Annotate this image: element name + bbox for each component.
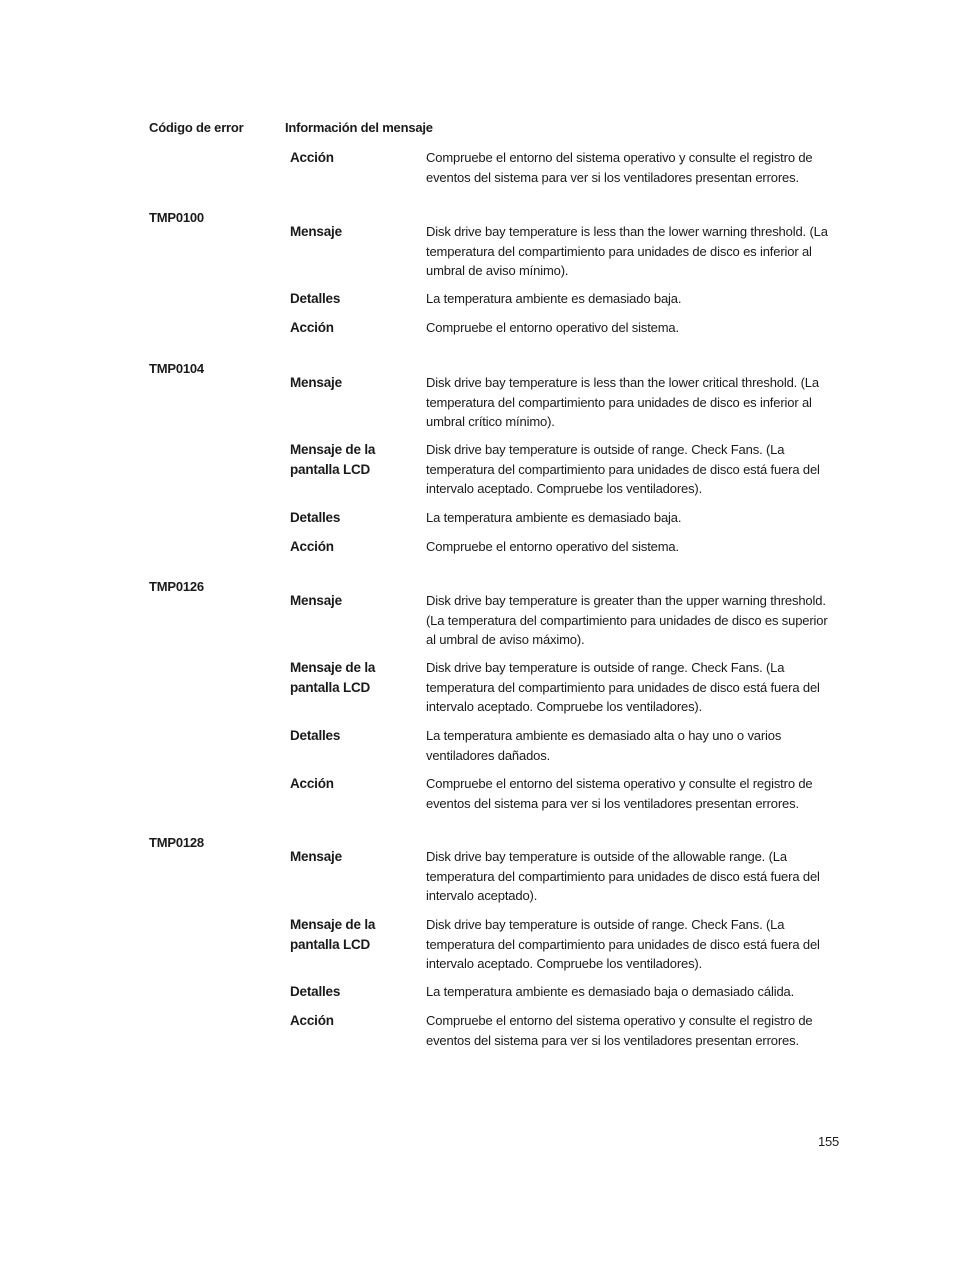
row-label: Mensaje	[290, 593, 342, 608]
row-label: Acción	[290, 150, 334, 165]
row-label: Mensaje de la pantalla LCD	[290, 442, 376, 477]
row-label: Mensaje	[290, 224, 342, 239]
table-header	[149, 120, 849, 140]
row-text: La temperatura ambiente es demasiado baja.	[426, 291, 682, 306]
row-text: Disk drive bay temperature is less than the lower warning threshold. (La temperatura del compartimiento para unidades de disco es inferior al umbral de aviso mínimo).	[426, 224, 828, 278]
row-label: Acción	[290, 776, 334, 791]
row-text: Compruebe el entorno operativo del sistema.	[426, 539, 679, 554]
row-label: Acción	[290, 1013, 334, 1028]
row-text: La temperatura ambiente es demasiado alta o hay uno o varios ventiladores dañados.	[426, 728, 782, 763]
error-code: TMP0104	[149, 361, 204, 376]
column-header-message-info: Información del mensaje	[285, 120, 433, 135]
row-label: Detalles	[290, 291, 341, 306]
row-text: Disk drive bay temperature is outside of range. Check Fans. (La temperatura del compartimiento para unidades de disco está fuera del intervalo aceptado. Compruebe los ventiladores).	[426, 442, 820, 496]
row-text: Disk drive bay temperature is outside of range. Check Fans. (La temperatura del compartimiento para unidades de disco está fuera del intervalo aceptado. Compruebe los ventiladores).	[426, 917, 820, 971]
row-text: Compruebe el entorno del sistema operativo y consulte el registro de eventos del sistema para ver si los ventiladores presentan errores.	[426, 776, 813, 811]
row-text: La temperatura ambiente es demasiado baja.	[426, 510, 682, 525]
row-text: Disk drive bay temperature is outside of range. Check Fans. (La temperatura del compartimiento para unidades de disco está fuera del intervalo aceptado. Compruebe los ventiladores).	[426, 660, 820, 714]
error-code: TMP0128	[149, 835, 204, 850]
row-text: Compruebe el entorno del sistema operativo y consulte el registro de eventos del sistema para ver si los ventiladores presentan errores.	[426, 1013, 813, 1048]
row-label: Acción	[290, 320, 334, 335]
row-text: Compruebe el entorno operativo del sistema.	[426, 320, 679, 335]
row-label: Mensaje	[290, 849, 342, 864]
row-label: Mensaje de la pantalla LCD	[290, 660, 376, 695]
row-text: La temperatura ambiente es demasiado baja o demasiado cálida.	[426, 984, 795, 999]
row-label: Mensaje de la pantalla LCD	[290, 917, 376, 952]
row-label: Detalles	[290, 510, 341, 525]
page-number: 155	[818, 1134, 840, 1149]
row-text: Disk drive bay temperature is greater than the upper warning threshold. (La temperatura del compartimiento para unidades de disco es superior al umbral de aviso máximo).	[426, 593, 828, 647]
row-label: Detalles	[290, 728, 341, 743]
error-code: TMP0126	[149, 579, 204, 594]
row-text: Disk drive bay temperature is outside of the allowable range. (La temperatura del compartimiento para unidades de disco está fuera del intervalo aceptado).	[426, 849, 820, 903]
row-label: Mensaje	[290, 375, 342, 390]
row-label: Acción	[290, 539, 334, 554]
error-code: TMP0100	[149, 210, 204, 225]
row-text: Disk drive bay temperature is less than the lower critical threshold. (La temperatura del compartimiento para unidades de disco es inferior al umbral crítico mínimo).	[426, 375, 819, 429]
column-header-error-code: Código de error	[149, 120, 244, 135]
row-text: Compruebe el entorno del sistema operativo y consulte el registro de eventos del sistema para ver si los ventiladores presentan errores.	[426, 150, 813, 185]
row-label: Detalles	[290, 984, 341, 999]
